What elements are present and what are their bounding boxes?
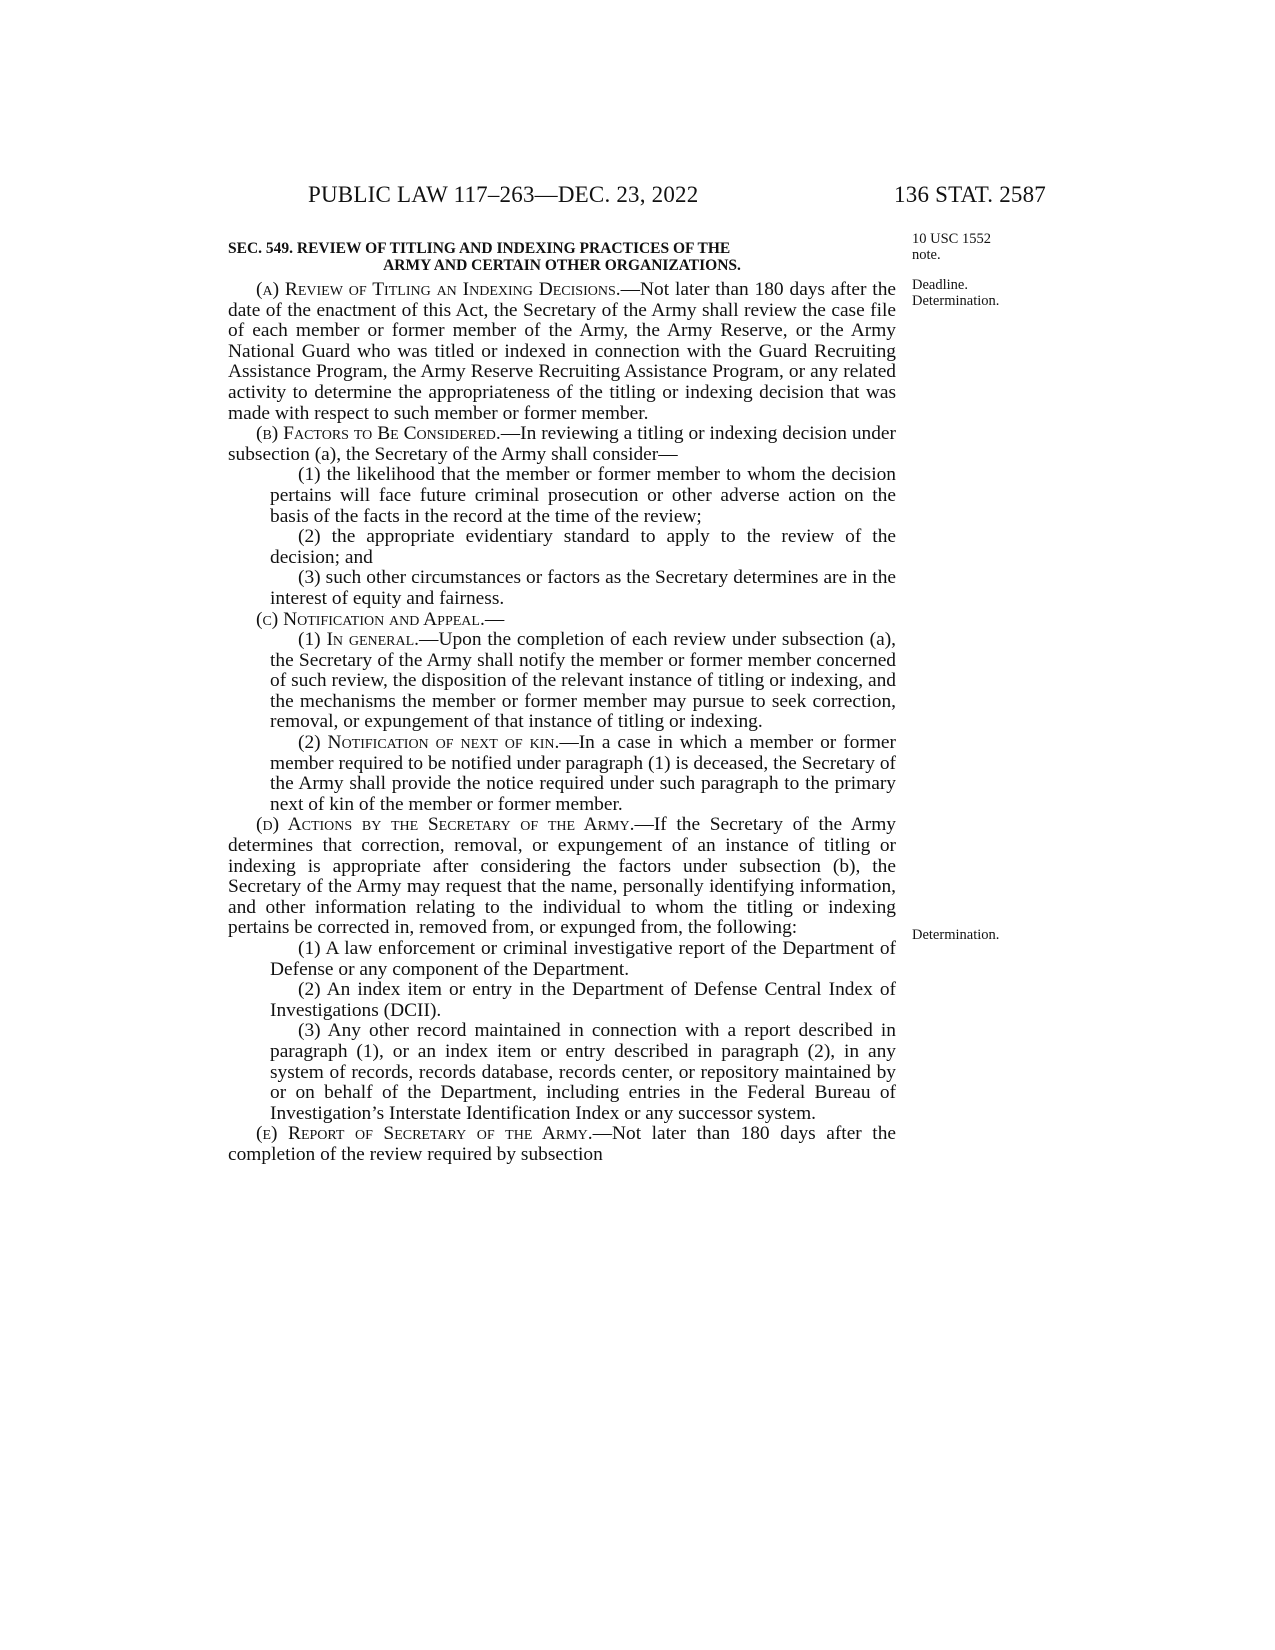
section-heading-line1: SEC. 549. REVIEW OF TITLING AND INDEXING PRACTICES OF THE [228, 240, 731, 257]
paragraph-c1-text: —Upon the completion of each review under subsection (a), the Secretary of the Army shall notify the member or former member concerned of such review, the disposition of the relevant instance of titling or indexing, and the mechanisms the member or former member may pursue to seek correction, removal, or expungement of that instance of titling or indexing. [270, 629, 897, 733]
paragraph-c1 [270, 630, 896, 733]
margin-note-usc-line1: 10 USC 1552 [912, 231, 991, 247]
subsection-b-text: —In reviewing a titling or indexing decision under subsection (a), the Secretary of the Army shall consider— [228, 423, 896, 465]
subsection-e [228, 1124, 896, 1165]
subsection-d-text: —If the Secretary of the Army determines that correction, removal, or expungement of an instance of titling or indexing is appropriate after considering the factors under subsection (b), the Secretary of the Army may request that the name, personally identifying information, and other information relating to the individual to whom the titling or indexing pertains be corrected in, removed from, or expunged from, the following: [228, 814, 896, 939]
subsection-b-heading: (b) Factors to Be Considered. [256, 423, 501, 445]
running-header [228, 182, 1046, 212]
paragraph-c2-heading: (2) Notification of next of kin. [298, 732, 560, 754]
paragraph-c2-text: —In a case in which a member or former member required to be notified under paragraph (1) is deceased, the Secretary of the Army shall provide the notice required under such paragraph to the primary next of kin of the member or former member. [270, 732, 896, 815]
margin-note-determination: Determination. [912, 927, 1000, 943]
subsection-a [228, 280, 896, 424]
subsection-d [228, 815, 896, 939]
paragraph-c1-heading: (1) In general. [298, 629, 420, 651]
paragraph-c2 [270, 733, 896, 815]
section-heading [228, 240, 896, 274]
subsection-c-heading: (c) Notification and Appeal. [256, 608, 485, 630]
subsection-d-heading: (d) Actions by the Secretary of the Army. [256, 814, 635, 836]
statute-page-number: 136 STAT. 2587 [894, 182, 1046, 207]
paragraph-b1: (1) the likelihood that the member or former member to whom the decision pertains will face future criminal prosecution or other adverse action on the basis of the facts in the record at the time of the review; [270, 464, 896, 527]
paragraph-b3: (3) such other circumstances or factors as the Secretary determines are in the interest of equity and fairness. [270, 567, 896, 609]
subsection-e-text: —Not later than 180 days after the completion of the review required by subsection [228, 1123, 896, 1165]
paragraph-d3: (3) Any other record maintained in connection with a report described in paragraph (1), or an index item or entry described in paragraph (2), in any system of records, records database, records center, or repository maintained by or on behalf of the Department, including entries in the Federal Bureau of Investigation’s Interstate Identification Index or any successor system. [270, 1020, 896, 1124]
subsection-e-heading: (e) Report of Secretary of the Army. [256, 1123, 593, 1145]
margin-note-deadline [912, 277, 1042, 309]
subsection-c [228, 610, 896, 631]
paragraph-b2: (2) the appropriate evidentiary standard to apply to the review of the decision; and [270, 526, 896, 568]
statute-body [228, 240, 896, 1166]
paragraph-d1: (1) A law enforcement or criminal investigative report of the Department of Defense or any component of the Department. [270, 938, 896, 980]
subsection-c-text: — [484, 608, 505, 630]
subsection-a-text: —Not later than 180 days after the date of the enactment of this Act, the Secretary of the Army shall review the case file of each member or former member of the Army, the Army Reserve, or the Army National Guard who was titled or indexed in connection with the Guard Recruiting Assistance Program, the Army Reserve Recruiting Assistance Program, or any related activity to determine the appropriateness of the titling or indexing decision that was made with respect to such member or former member. [228, 279, 896, 424]
section-heading-line2: ARMY AND CERTAIN OTHER ORGANIZATIONS. [383, 257, 741, 274]
subsection-b [228, 424, 896, 465]
subsection-a-heading: (a) Review of Titling an Indexing Decisions. [256, 279, 621, 300]
margin-note-deadline-line1: Deadline. [912, 277, 968, 293]
margin-note-deadline-line2: Determination. [912, 293, 1000, 309]
public-law-citation: PUBLIC LAW 117–263—DEC. 23, 2022 [308, 182, 699, 207]
paragraph-d2: (2) An index item or entry in the Department of Defense Central Index of Investigations (DCII). [270, 979, 896, 1021]
margin-note-usc [912, 231, 1042, 263]
margin-note-usc-line2: note. [912, 247, 941, 263]
